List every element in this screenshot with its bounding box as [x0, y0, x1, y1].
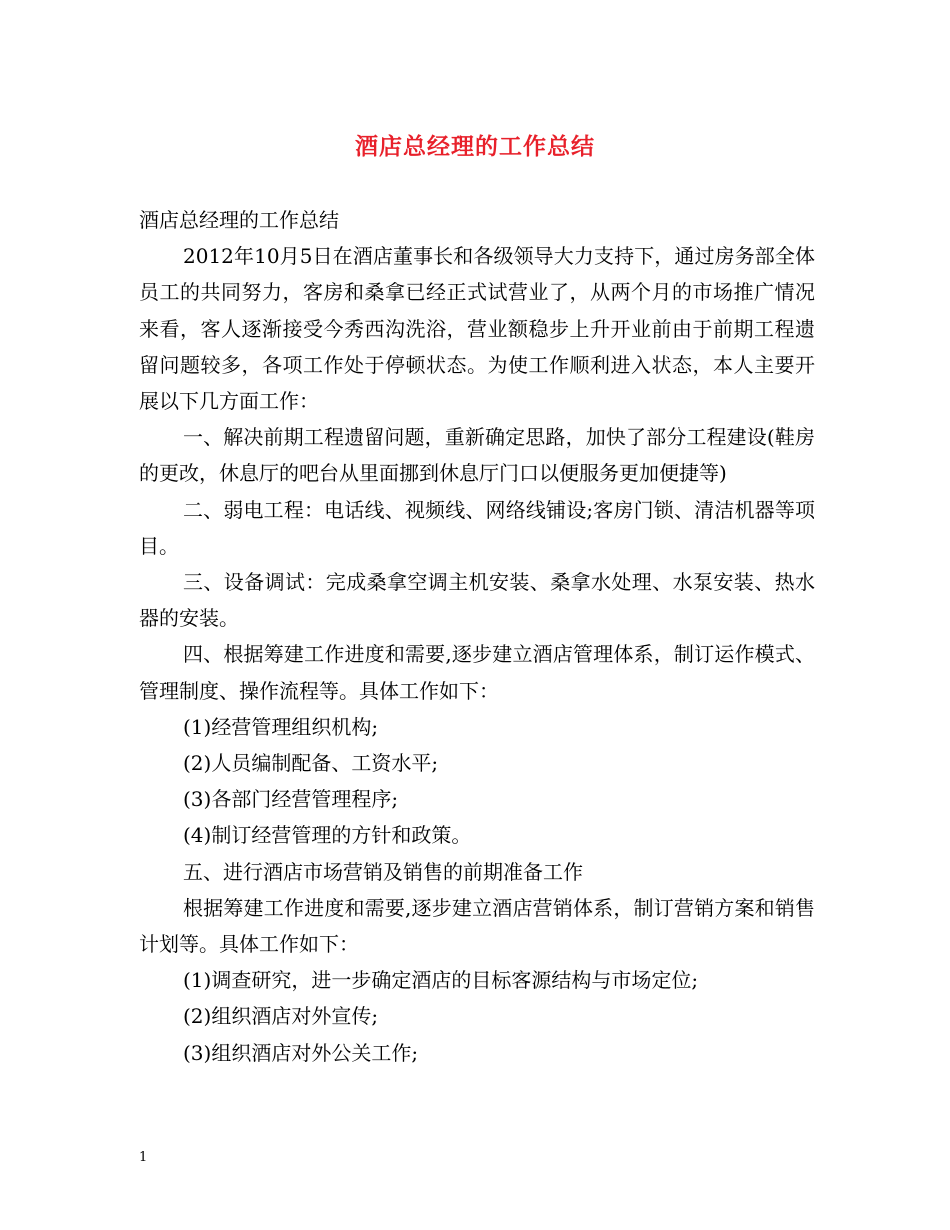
document-body	[139, 202, 815, 1071]
body-paragraph: 一、解决前期工程遗留问题，重新确定思路，加快了部分工程建设(鞋房的更改，休息厅的吧台从里面挪到休息厅门口以便服务更加便捷等)	[139, 425, 815, 486]
body-paragraph: (3)各部门经营管理程序;	[183, 787, 399, 812]
body-paragraph: (2)组织酒店对外宣传;	[183, 1004, 379, 1029]
body-paragraph: 二、弱电工程：电话线、视频线、网络线铺设;客房门锁、清洁机器等项目。	[139, 497, 815, 558]
body-paragraph: 五、进行酒店市场营销及销售的前期准备工作	[183, 859, 583, 884]
body-paragraph: 酒店总经理的工作总结	[139, 208, 339, 232]
body-paragraph: 2012年10月5日在酒店董事长和各级领导大力支持下，通过房务部全体员工的共同努力，客房和桑拿已经正式试营业了，从两个月的市场推广情况来看，客人逐渐接受今秀西沟洗浴，营业额稳步上升开业前由于前期工程遗留问题较多，各项工作处于停顿状态。为使工作顺利进入状态，本人主要开展以下几方面工作：	[139, 244, 815, 414]
document-title: 酒店总经理的工作总结	[355, 133, 595, 160]
body-paragraph: (2)人员编制配备、工资水平;	[183, 751, 439, 776]
body-paragraph: (3)组织酒店对外公关工作;	[183, 1040, 419, 1065]
body-paragraph: 四、根据筹建工作进度和需要,逐步建立酒店管理体系，制订运作模式、管理制度、操作流程等。具体工作如下：	[139, 642, 815, 703]
body-paragraph: (1)调查研究，进一步确定酒店的目标客源结构与市场定位;	[183, 968, 699, 993]
body-paragraph: (4)制订经营管理的方针和政策。	[183, 823, 472, 848]
body-paragraph: 三、设备调试：完成桑拿空调主机安装、桑拿水处理、水泵安装、热水器的安装。	[139, 570, 815, 631]
body-paragraph: (1)经营管理组织机构;	[183, 714, 379, 739]
page-number: 1	[139, 1150, 148, 1165]
body-paragraph: 根据筹建工作进度和需要,逐步建立酒店营销体系，制订营销方案和销售计划等。具体工作如下：	[139, 895, 815, 957]
